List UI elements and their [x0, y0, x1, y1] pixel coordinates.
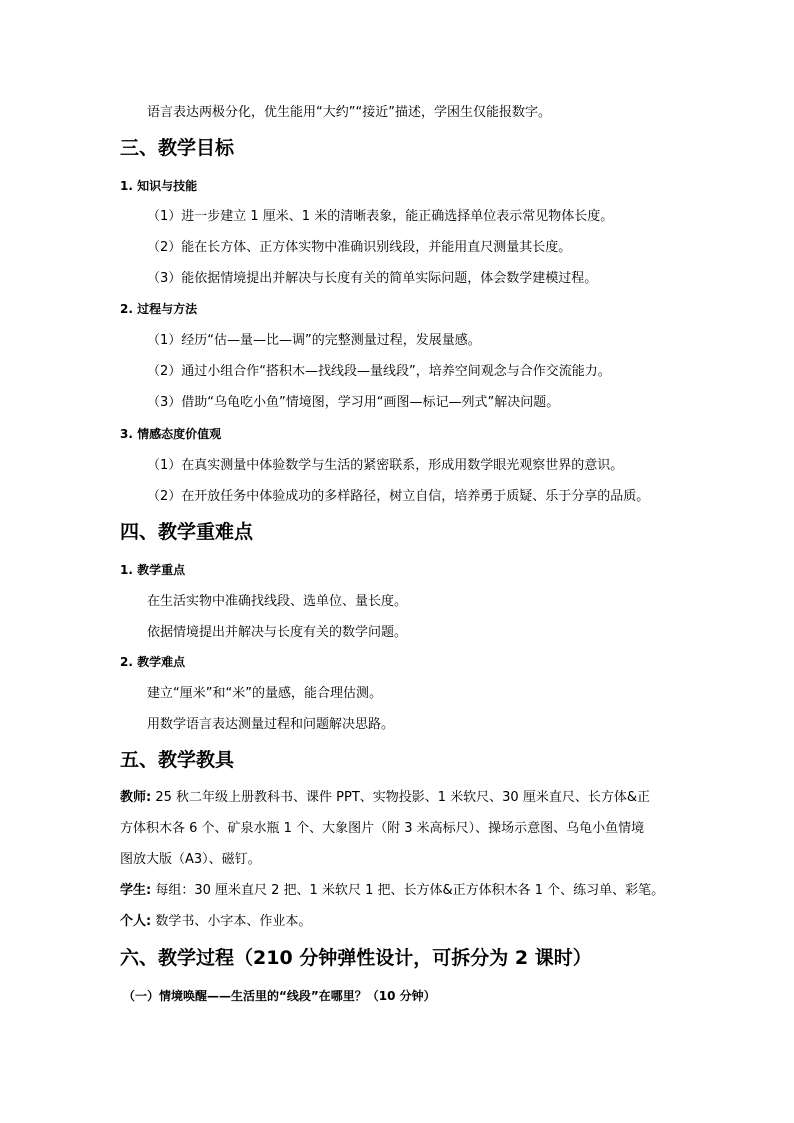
intro-line: 语言表达两极分化，优生能用“大约”“接近”描述，学困生仅能报数字。	[147, 105, 551, 120]
list-item: （3）借助“乌龟吃小鱼”情境图，学习用“画图—标记—列式”解决问题。	[147, 395, 560, 410]
section-3-subheading-1: 1. 知识与技能	[120, 179, 198, 193]
list-item: 用数学语言表达测量过程和问题解决思路。	[147, 717, 395, 732]
individual-materials-text: 数学书、小字本、作业本。	[151, 914, 312, 929]
student-materials-text: 每组：30 厘米直尺 2 把、1 米软尺 1 把、长方体&正方体积木各 1 个、练习单、彩笔。	[151, 883, 665, 898]
teacher-materials-line-3: 图放大版（A3）、磁钉。	[120, 852, 261, 867]
student-materials-line	[120, 884, 664, 897]
teacher-materials-text: 25 秋二年级上册教科书、课件 PPT、实物投影、1 米软尺、30 厘米直尺、长方体&正	[151, 790, 650, 805]
teacher-materials-line-2: 方体积木各 6 个、矿泉水瓶 1 个、大象图片（附 3 米高标尺）、操场示意图、乌龟小鱼情境	[120, 821, 645, 836]
section-3-subheading-3: 3. 情感态度价值观	[120, 427, 222, 441]
list-item: （1）经历“估—量—比—调”的完整测量过程，发展量感。	[147, 333, 481, 348]
section-3-heading: 三、教学目标	[120, 137, 235, 159]
list-item: （1）进一步建立 1 厘米、1 米的清晰表象，能正确选择单位表示常见物体长度。	[147, 209, 614, 224]
teacher-label: 教师:	[120, 790, 152, 805]
section-5-heading: 五、教学教具	[120, 749, 235, 771]
teacher-materials-line-1	[120, 791, 650, 804]
list-item: （3）能依据情境提出并解决与长度有关的简单实际问题，体会数学建模过程。	[147, 271, 598, 286]
individual-label: 个人:	[120, 914, 152, 929]
section-4-subheading-2: 2. 教学难点	[120, 655, 186, 669]
section-4-subheading-1: 1. 教学重点	[120, 563, 186, 577]
list-item: 建立“厘米”和“米”的量感，能合理估测。	[147, 686, 382, 701]
list-item: （2）通过小组合作“搭积木—找线段—量线段”，培养空间观念与合作交流能力。	[147, 364, 611, 379]
list-item: 在生活实物中准确找线段、选单位、量长度。	[147, 594, 408, 609]
section-6-subheading-1: （一）情境唤醒——生活里的“线段”在哪里？（10 分钟）	[123, 989, 436, 1003]
list-item: （1）在真实测量中体验数学与生活的紧密联系，形成用数学眼光观察世界的意识。	[147, 458, 624, 473]
individual-materials-line	[120, 915, 311, 928]
student-label: 学生:	[120, 883, 152, 898]
section-4-heading: 四、教学重难点	[120, 521, 254, 543]
section-3-subheading-2: 2. 过程与方法	[120, 302, 198, 316]
list-item: （2）在开放任务中体验成功的多样路径，树立自信，培养勇于质疑、乐于分享的品质。	[147, 489, 650, 504]
list-item: （2）能在长方体、正方体实物中准确识别线段，并能用直尺测量其长度。	[147, 240, 572, 255]
list-item: 依据情境提出并解决与长度有关的数学问题。	[147, 625, 408, 640]
section-6-heading: 六、教学过程（210 分钟弹性设计，可拆分为 2 课时）	[120, 947, 592, 969]
